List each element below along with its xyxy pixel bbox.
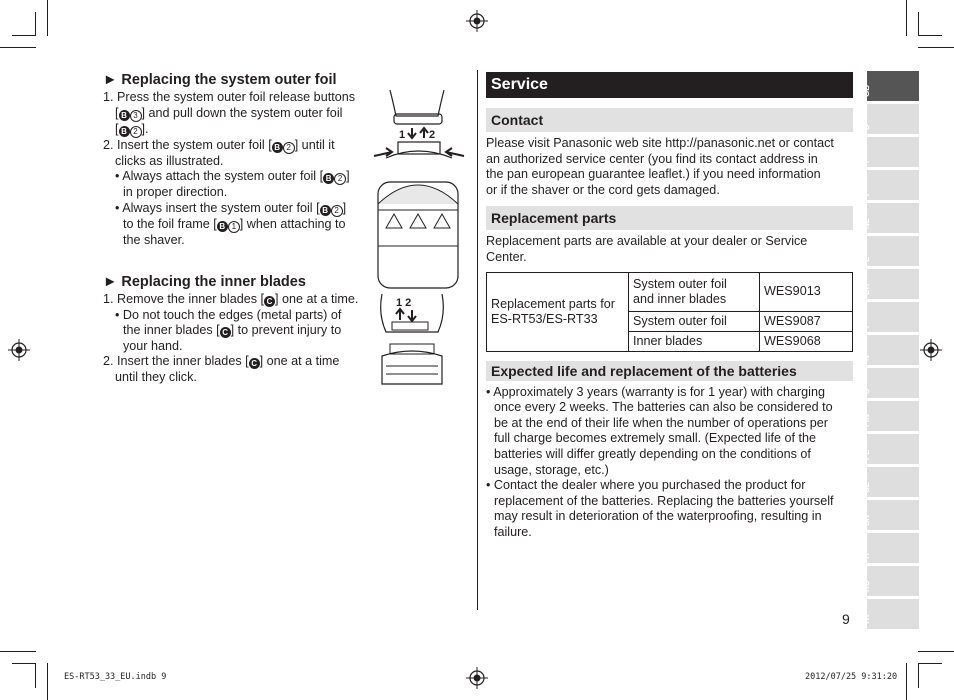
lang-tab-s[interactable]: S (867, 368, 919, 398)
arrow-up-icon (420, 128, 428, 138)
lang-tab-e[interactable]: E (867, 236, 919, 266)
registration-mark-bottom (466, 667, 488, 689)
registration-mark-top (466, 10, 488, 32)
replacement-parts-table (486, 272, 853, 352)
ref-badge-b: B (217, 221, 228, 232)
ref-badge-c: C (220, 327, 231, 338)
part-name-cell: Inner blades (629, 331, 760, 351)
ref-number: 3 (130, 110, 142, 122)
ref-badge-b: B (320, 205, 331, 216)
lang-tab-tr[interactable]: TR (867, 599, 919, 629)
outer-foil-heading: ► Replacing the system outer foil (103, 72, 337, 88)
footer-date: 2012/07/25 9:31:20 (805, 672, 898, 682)
inner-blades-illustration (376, 292, 448, 388)
battery-line: batteries will differ greatly depending on the conditions of (494, 446, 811, 461)
lang-tab-d[interactable]: D (867, 104, 919, 134)
registration-mark-right (920, 339, 942, 361)
fig1-label-2: 2 (429, 129, 436, 141)
inner-blades-step2a: 2. Insert the inner blades [ C ] one at a time (103, 354, 340, 369)
lang-tab-p[interactable]: P (867, 302, 919, 332)
inner-blades-step1: 1. Remove the inner blades [ C ] one at a time. (103, 292, 359, 306)
outer-foil-step1b: [ B 3 ] and pull down the system outer foil (115, 105, 343, 120)
lang-tab-pl[interactable]: PL (867, 434, 919, 464)
outer-foil-illustration (372, 86, 466, 292)
service-title: Service (486, 72, 853, 98)
ref-badge-c: C (264, 296, 275, 307)
page-number: 9 (842, 611, 850, 627)
part-name-cell: System outer foil and inner blades (629, 272, 760, 311)
inner-blades-step2b: until they click. (115, 369, 197, 384)
ref-badge-b: B (323, 173, 334, 184)
outer-foil-step1c: [ B 2 ]. (115, 121, 149, 136)
replacement-parts-title: Replacement parts (486, 206, 853, 230)
contact-line: the pan european guarantee leaflet.) if you need information (486, 167, 821, 182)
part-name-cell: System outer foil (629, 311, 760, 331)
contact-line: Please visit Panasonic web site http://panasonic.net or contact (486, 136, 834, 150)
lang-tab-nl[interactable]: NL (867, 203, 919, 233)
outer-foil-bullet2b: to the foil frame [ B 1 ] when attaching to (123, 216, 346, 231)
lang-tab-n[interactable]: N (867, 335, 919, 365)
registration-mark-left (8, 339, 30, 361)
parts-line: Center. (486, 249, 527, 264)
lang-tab-dk[interactable]: DK (867, 269, 919, 299)
contact-title: Contact (486, 108, 853, 132)
outer-foil-bullet2c: the shaver. (123, 232, 185, 247)
outer-foil-bullet1b: in proper direction. (123, 185, 228, 200)
fig2-label: 1 2 (396, 297, 412, 309)
arrow-right-icon (374, 148, 392, 156)
arrow-down-icon (408, 128, 416, 138)
arrow-down-icon (408, 310, 416, 321)
lang-tab-f[interactable]: F (867, 137, 919, 167)
lang-tab-h[interactable]: H (867, 533, 919, 563)
parts-label-cell: Replacement parts for ES-RT53/ES-RT33 (487, 272, 629, 351)
battery-line: may result in deterioration of the waterproofing, resulting in (494, 509, 822, 524)
inner-blades-bullet1c: your hand. (123, 338, 183, 353)
ref-number: 2 (130, 126, 142, 138)
ref-badge-b: B (119, 110, 130, 121)
battery-line: • Contact the dealer where you purchased the product for (486, 478, 806, 493)
contact-line: an authorized service center (you find its contact address in (486, 151, 818, 166)
lang-tab-i[interactable]: I (867, 170, 919, 200)
outer-foil-bullet1a: • Always attach the system outer foil [ B 2 ] (115, 169, 350, 184)
ref-badge-c: C (249, 358, 260, 369)
inner-blades-heading: ► Replacing the inner blades (103, 274, 306, 290)
arrow-left-icon (446, 148, 464, 156)
battery-line: be at the end of their life when the number of operations per (494, 415, 828, 430)
inner-blades-section (103, 274, 375, 386)
column-divider (477, 70, 478, 610)
battery-line: replacement of the batteries. Replacing the batteries yourself (494, 493, 834, 508)
footer-file: ES-RT53_33_EU.indb 9 (64, 672, 167, 682)
contact-line: or if the shaver or the cord gets damaged. (486, 182, 720, 197)
lang-tab-ro[interactable]: RO (867, 566, 919, 596)
battery-line: once every 2 weeks. The batteries can also be considered to (494, 400, 833, 415)
outer-foil-step2b: clicks as illustrated. (115, 153, 224, 168)
ref-number: 2 (334, 173, 346, 185)
ref-number: 2 (283, 142, 295, 154)
battery-line: failure. (494, 524, 532, 539)
service-section (486, 72, 853, 541)
lang-tab-cz[interactable]: CZ (867, 467, 919, 497)
table-row (487, 272, 853, 311)
lang-tab-sk[interactable]: SK (867, 500, 919, 530)
arrow-up-icon (396, 309, 404, 320)
battery-title: Expected life and replacement of the batteries (486, 361, 853, 381)
inner-blades-bullet1a: • Do not touch the edges (metal parts) of (115, 307, 342, 322)
outer-foil-bullet2a: • Always insert the system outer foil [ B 2 ] (115, 200, 347, 215)
ref-badge-b: B (119, 126, 130, 137)
part-code-cell: WES9068 (760, 331, 853, 351)
lang-tab-gb[interactable]: GB (867, 71, 919, 101)
lang-tab-fin[interactable]: FIN (867, 401, 919, 431)
battery-line: full charge becomes extremely small. (Expected life of the (494, 431, 816, 446)
part-code-cell: WES9087 (760, 311, 853, 331)
parts-line: Replacement parts are available at your dealer or Service (486, 234, 808, 249)
ref-number: 2 (331, 205, 343, 217)
inner-blades-bullet1b: the inner blades [ C ] to prevent injury to (123, 323, 342, 338)
ref-number: 1 (228, 221, 240, 233)
outer-foil-step2a: 2. Insert the system outer foil [ B 2 ] until it (103, 137, 335, 152)
battery-line: • Approximately 3 years (warranty is for 1 year) with charging (486, 384, 825, 399)
outer-foil-step1a: 1. Press the system outer foil release buttons (103, 90, 355, 104)
fig1-label-1: 1 (399, 129, 406, 141)
outer-foil-section (103, 72, 375, 248)
part-code-cell: WES9013 (760, 272, 853, 311)
ref-badge-b: B (272, 142, 283, 153)
battery-line: usage, storage, etc.) (494, 462, 609, 477)
